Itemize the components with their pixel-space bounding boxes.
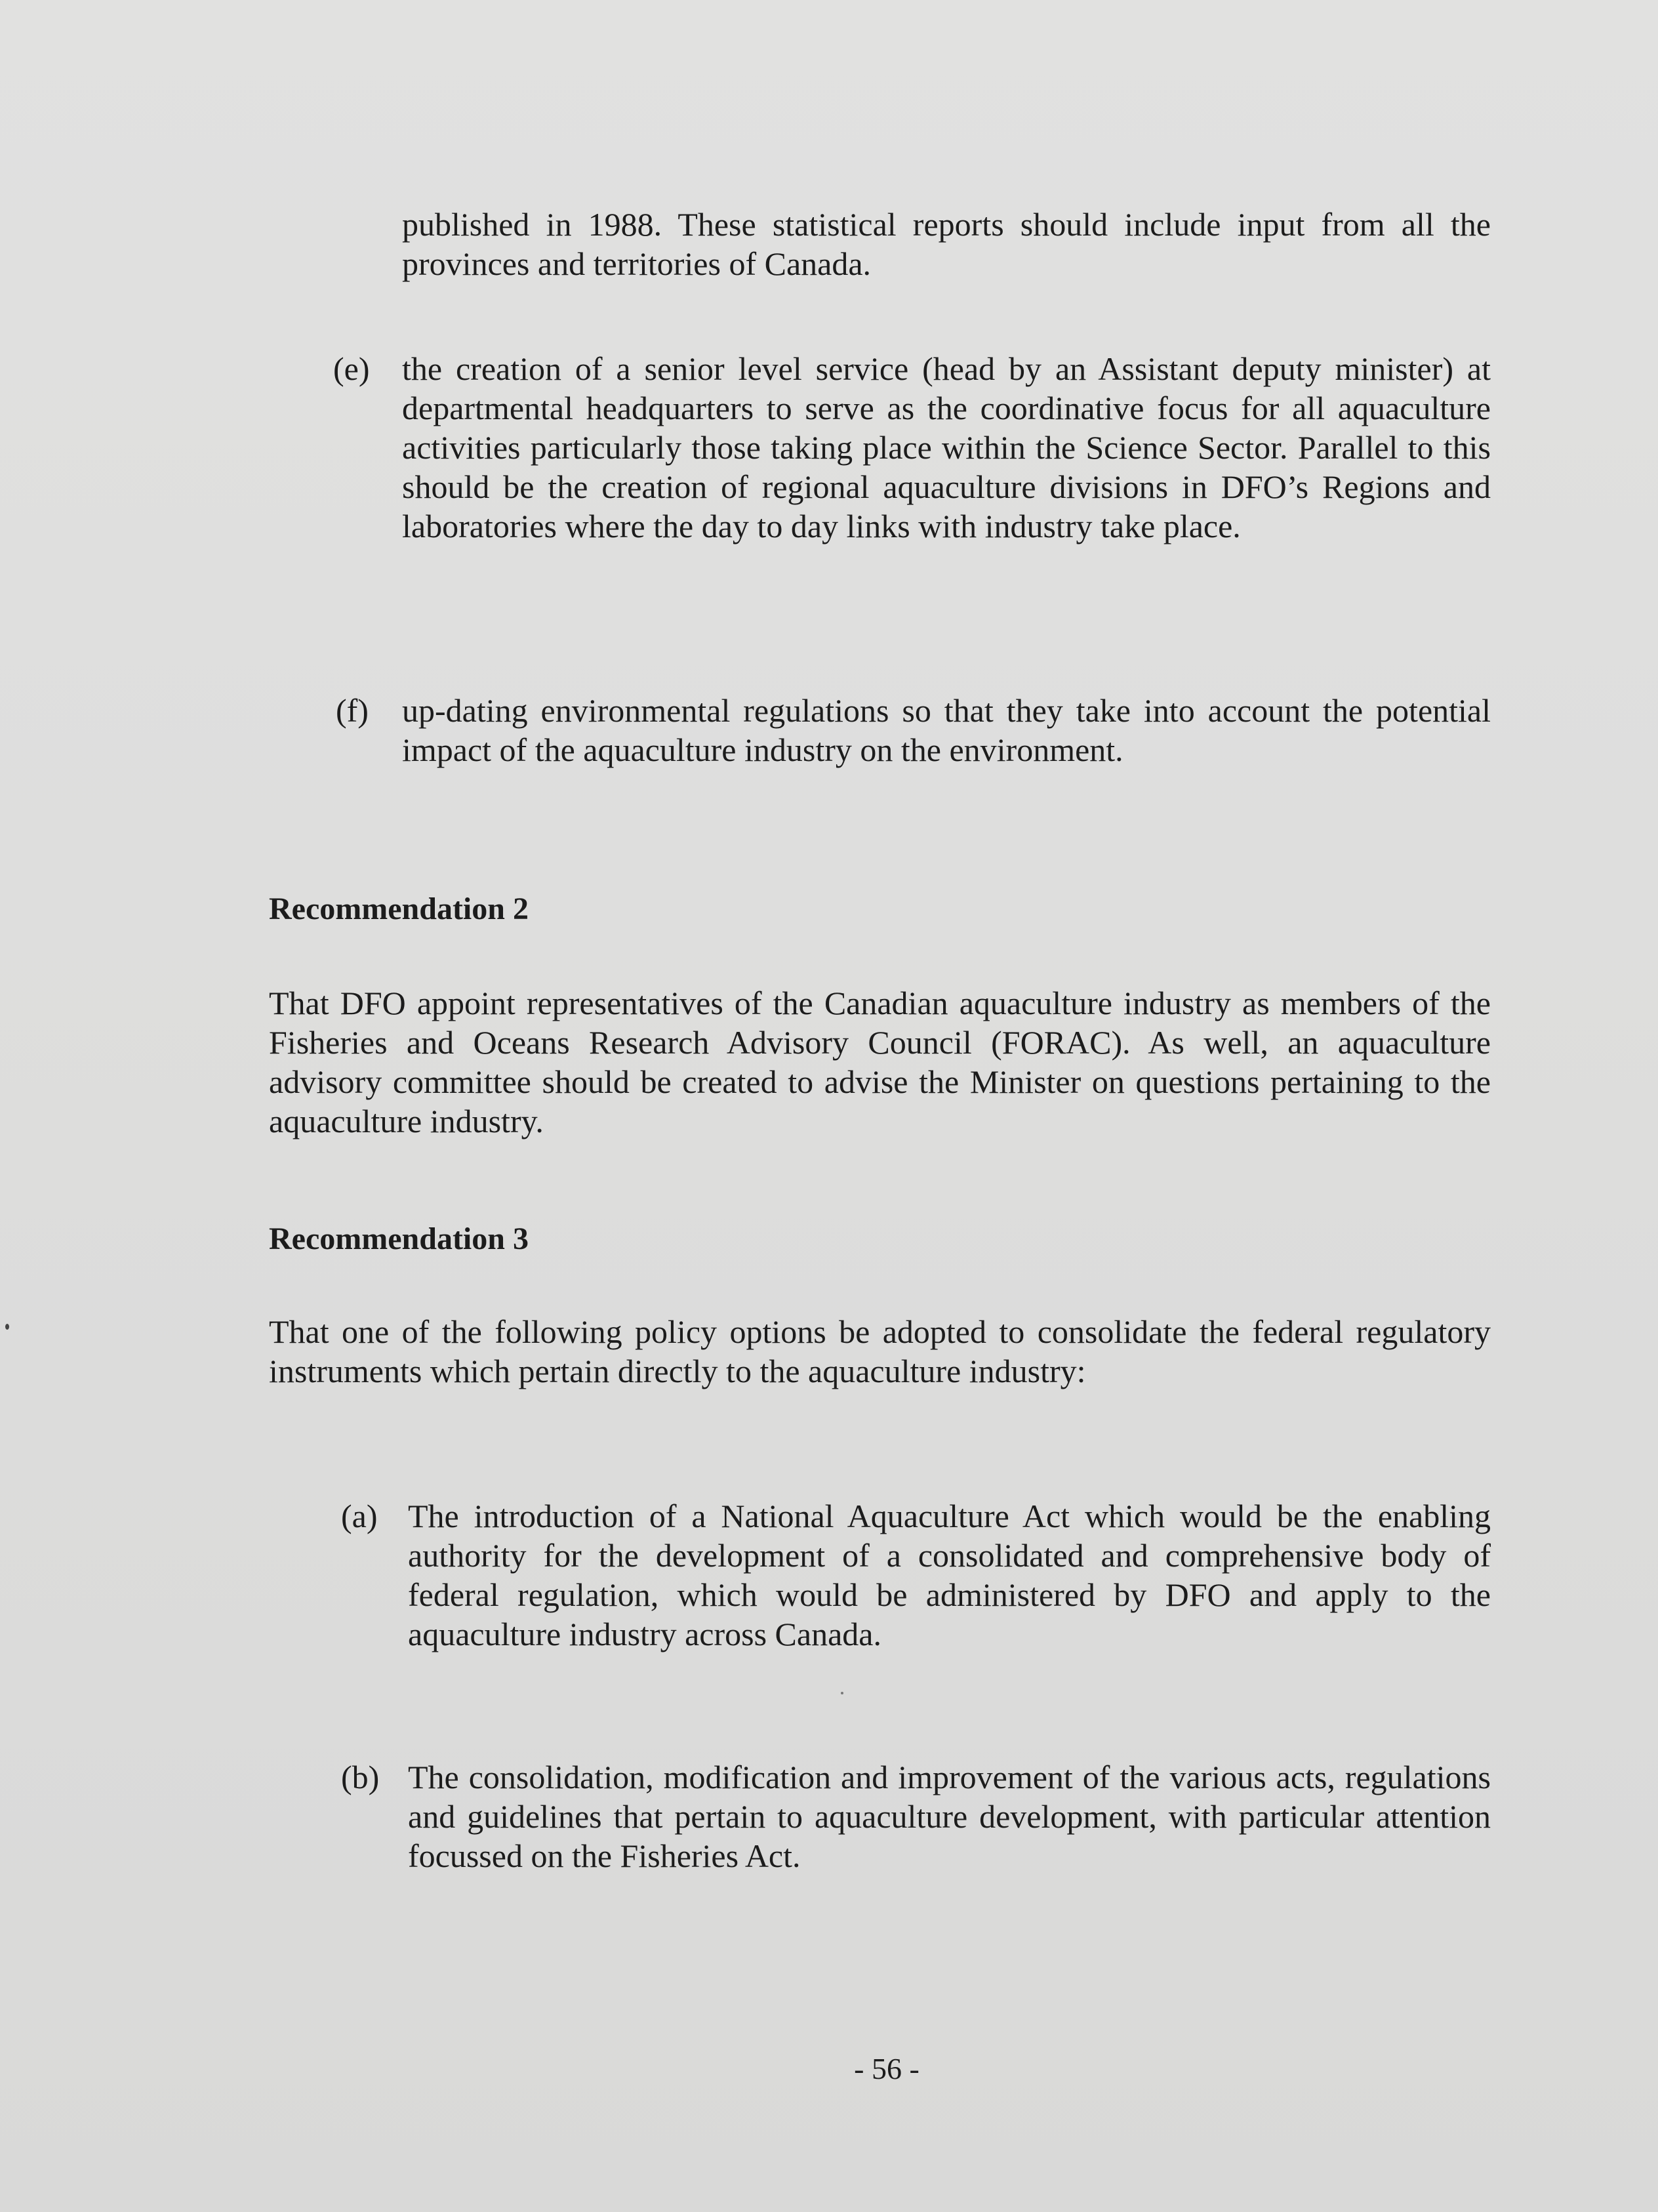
- page-number: - 56 -: [854, 2052, 920, 2085]
- margin-speck: [5, 1324, 9, 1330]
- dust-speck: [841, 1692, 843, 1694]
- recommendation-2-text: That DFO appoint representatives of the Canadian aquaculture industry as members of the Fisheries and Oceans Research Advisory Council (FORAC). As well, an aquaculture advisory committee should be created to advise the Minister on questions pertaining to the aquaculture industry.: [269, 985, 1491, 1139]
- item-b-text: The consolidation, modification and improvement of the various acts, regulations and guidelines that pertain to aquaculture development, with particular attention focussed on the Fisheries Act.: [408, 1759, 1491, 1874]
- item-a-label: (a): [341, 1498, 378, 1534]
- continuation-paragraph: published in 1988. These statistical reports should include input from all the provinces and territories of Canada.: [402, 206, 1491, 282]
- item-b-label: (b): [341, 1759, 380, 1795]
- recommendation-2-heading: Recommendation 2: [269, 891, 529, 926]
- item-e-text: the creation of a senior level service (head by an Assistant deputy minister) at departmental headquarters to serve as the coordinative focus for all aquaculture activities particularly those taking place within the Science Sector. Parallel to this should be the creation of regional aquaculture divisions in DFO’s Regions and laboratories where the day to day links with industry take place.: [402, 350, 1491, 544]
- item-a-text: The introduction of a National Aquaculture Act which would be the enabling authority for the development of a consolidated and comprehensive body of federal regulation, which would be administered by DFO and apply to the aquaculture industry across Canada.: [408, 1498, 1491, 1652]
- item-f-label: (f): [336, 692, 369, 729]
- item-f-text: up-dating environmental regulations so that they take into account the potential impact of the aquaculture industry on the environment.: [402, 692, 1491, 768]
- recommendation-3-text: That one of the following policy options be adopted to consolidate the federal regulatory instruments which pertain directly to the aquaculture industry:: [269, 1313, 1491, 1389]
- item-e-label: (e): [333, 350, 370, 387]
- recommendation-3-heading: Recommendation 3: [269, 1221, 529, 1256]
